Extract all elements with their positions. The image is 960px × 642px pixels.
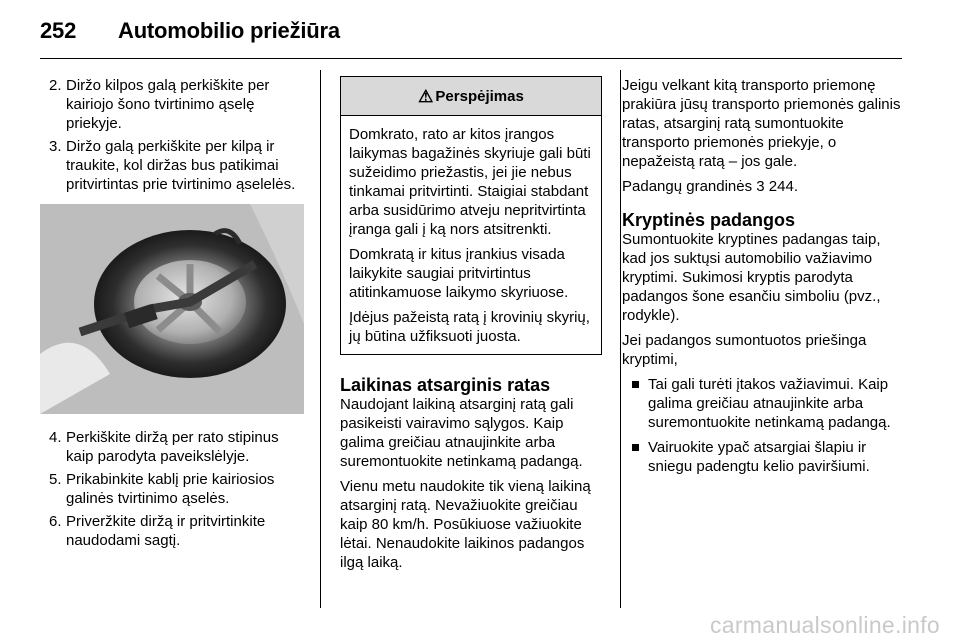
step-number: 6. — [49, 513, 62, 530]
warning-paragraph: Domkrato, rato ar kitos įrangos laikymas bagažinės skyriuje gali būti sužeidimo priežastis, jei jie nebus tinkamai pritvirtinti. Staigiai stabdant arba susidūrimo atveju nepritvirtinta įranga gali į ką nors atsitrenkti. — [349, 126, 591, 238]
warning-triangle-icon: ⚠ — [418, 86, 434, 106]
column-1 — [40, 76, 304, 554]
bullet-item — [622, 375, 904, 432]
section-heading: Kryptinės padangos — [622, 210, 796, 230]
column-2 — [340, 76, 602, 578]
step-item — [40, 137, 304, 194]
step-text: Prikabinkite kablį prie kairiosios galinės tvirtinimo ąselės. — [66, 471, 275, 507]
warning-paragraph: Domkratą ir kitus įrankius visada laikykite saugiai pritvirtintus atitinkamuose laikymo skyriuose. — [349, 246, 569, 301]
cross-reference-page: 244. — [768, 178, 798, 195]
step-item — [40, 428, 304, 466]
bullet-square-icon — [632, 381, 639, 388]
column-divider — [620, 70, 621, 608]
cross-reference-text: Padangų grandinės — [622, 178, 753, 195]
bullet-square-icon — [632, 444, 639, 451]
step-text: Priveržkite diržą ir pritvirtinkite naudodami sagtį. — [66, 513, 266, 549]
bullet-item — [622, 438, 904, 476]
step-item — [40, 470, 304, 508]
bullet-text: Vairuokite ypač atsargiai šlapiu ir sniegu padengtu kelio paviršiumi. — [648, 439, 870, 475]
page-title: Automobilio priežiūra — [118, 18, 340, 43]
step-text: Diržo kilpos galą perkiškite per kairiojo šono tvirtinimo ąselę priekyje. — [66, 77, 270, 132]
step-number: 2. — [49, 77, 62, 94]
body-paragraph: Jeigu velkant kitą transporto priemonę prakiūra jūsų transporto priemonės galinis ratas, atsarginį ratą sumontuokite transporto priemonės priekyje, o nepažeistą ratą – jos gale. — [622, 77, 901, 170]
page-header — [40, 18, 340, 44]
step-text: Perkiškite diržą per rato stipinus kaip parodyta paveikslėlyje. — [66, 429, 279, 465]
step-number: 4. — [49, 429, 62, 446]
spare-wheel-photo — [40, 204, 304, 414]
step-number: 5. — [49, 471, 62, 488]
step-item — [40, 512, 304, 550]
step-item — [40, 76, 304, 133]
section-paragraph: Naudojant laikiną atsarginį ratą gali pasikeisti vairavimo sąlygos. Kaip galima greičiau atnaujinkite arba suremontuokite netinkamą padangą. — [340, 396, 583, 470]
column-3 — [622, 76, 904, 482]
bullet-text: Tai gali turėti įtakos važiavimui. Kaip galima greičiau atnaujinkite arba suremontuokite netinkamą padangą. — [648, 376, 891, 431]
step-text: Diržo galą perkiškite per kilpą ir traukite, kol diržas bus patikimai pritvirtintas prie tvirtinimo ąselelės. — [66, 138, 296, 193]
watermark: carmanualsonline.info — [709, 612, 940, 638]
spare-wheel-illustration — [40, 204, 304, 414]
warning-box — [340, 76, 602, 355]
warning-header — [341, 77, 601, 116]
column-divider — [320, 70, 321, 608]
section-paragraph: Vienu metu naudokite tik vieną laikiną atsarginį ratą. Nevažiuokite greičiau kaip 80 km/h. Posūkiuose važiuokite lėtai. Nenaudokite laikinos padangos ilgą laiką. — [340, 478, 591, 571]
warning-body — [341, 116, 601, 354]
step-number: 3. — [49, 138, 62, 155]
cross-reference — [622, 177, 904, 196]
warning-title: Perspėjimas — [435, 87, 524, 105]
page-ref-arrow-icon: 3 — [756, 178, 765, 195]
section-paragraph: Sumontuokite kryptines padangas taip, kad jos suktųsi automobilio važiavimo kryptimi. Sukimosi kryptis parodyta padangos šone esančiu simboliu (pvz., rodykle). — [622, 231, 881, 324]
header-divider — [40, 58, 902, 59]
section-paragraph: Jei padangos sumontuotos priešinga kryptimi, — [622, 332, 867, 368]
section-heading: Laikinas atsarginis ratas — [340, 375, 551, 395]
warning-paragraph: Įdėjus pažeistą ratą į krovinių skyrių, jų būtina užfiksuoti juosta. — [349, 309, 590, 345]
page-number: 252 — [40, 18, 77, 43]
